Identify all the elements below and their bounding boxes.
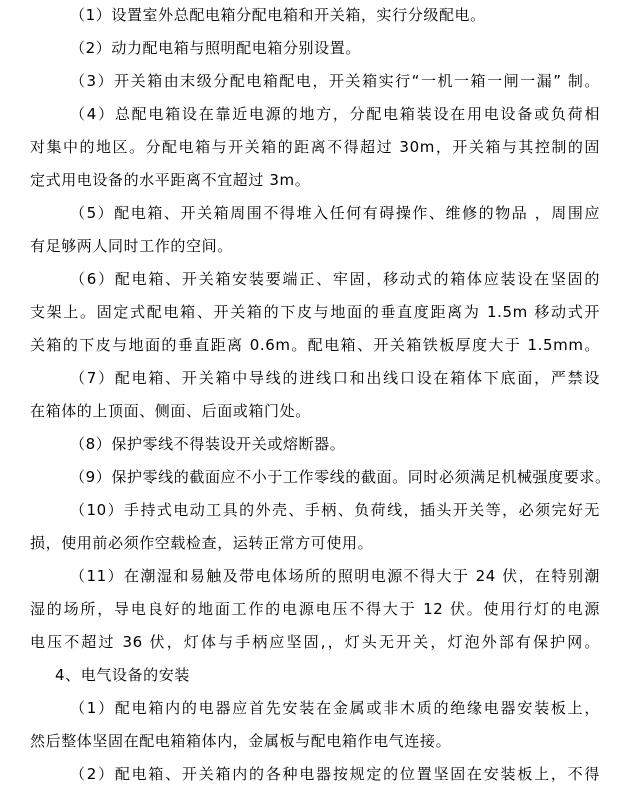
list-item-9: （9）保护零线的截面应不小于工作零线的截面。同时必须满足机械强度要求。 [70,468,611,486]
list-item-4: （4）总配电箱设在靠近电源的地方，分配电箱装设在用电设备或负荷相 [70,105,600,123]
list-item-7: （7）配电箱、开关箱中导线的进线口和出线口设在箱体下底面，严禁设 [70,369,600,387]
list-item-11: （11）在潮湿和易触及带电体场所的照明电源不得大于 24 伏，在特别潮 [70,567,600,585]
list-item-5: （5）配电箱、开关箱周围不得堆入任何有碍操作、维修的物品 ，周围应 [70,204,600,222]
list-item-1: （1）设置室外总配电箱分配电箱和开关箱，实行分级配电。 [70,6,486,24]
list-item-1: （1）配电箱内的电器应首先安装在金属或非木质的绝缘电器安装板上， [70,699,600,717]
text-line: 湿的场所，导电良好的地面工作的电源电压不得大于 12 伏。使用行灯的电源 [30,600,600,618]
text-line: 关箱的下皮与地面的垂直距离 0.6m。配电箱、开关箱铁板厚度大于 1.5mm。 [30,336,600,354]
text-line: 有足够两人同时工作的空间。 [30,237,233,255]
text-line: 电压不超过 36 伏，灯体与手柄应坚固,，灯头无开关，灯泡外部有保护网。 [30,633,600,651]
text-line: 损，使用前必须作空载检查，运转正常方可使用。 [30,534,374,552]
list-item-2: （2）动力配电箱与照明配电箱分别设置。 [70,39,361,57]
text-line: 对集中的地区。分配电箱与开关箱的距离不得超过 30m，开关箱与其控制的固 [30,138,600,156]
list-item-8: （8）保护零线不得装设开关或熔断器。 [70,435,346,453]
text-line: 在箱体的上顶面、侧面、后面或箱门处。 [30,402,311,420]
section-heading: 4、电气设备的安装 [55,666,190,684]
list-item-3: （3）开关箱由末级分配电箱配电，开关箱实行“一机一箱一闸一漏” 制。 [70,72,600,90]
list-item-6: （6）配电箱、开关箱安装要端正、牢固，移动式的箱体应装设在坚固的 [70,270,600,288]
list-item-2: （2）配电箱、开关箱内的各种电器按规定的位置坚固在安装板上，不得 [70,765,600,783]
list-item-10: （10）手持式电动工具的外壳、手柄、负荷线，插头开关等，必须完好无 [70,501,600,519]
text-line: 支架上。固定式配电箱、开关箱的下皮与地面的垂直度距离为 1.5m 移动式开 [30,303,600,321]
text-line: 定式用电设备的水平距离不宜超过 3m。 [30,171,311,189]
text-line: 然后整体坚固在配电箱箱体内，金属板与配电箱作电气连接。 [30,732,452,750]
